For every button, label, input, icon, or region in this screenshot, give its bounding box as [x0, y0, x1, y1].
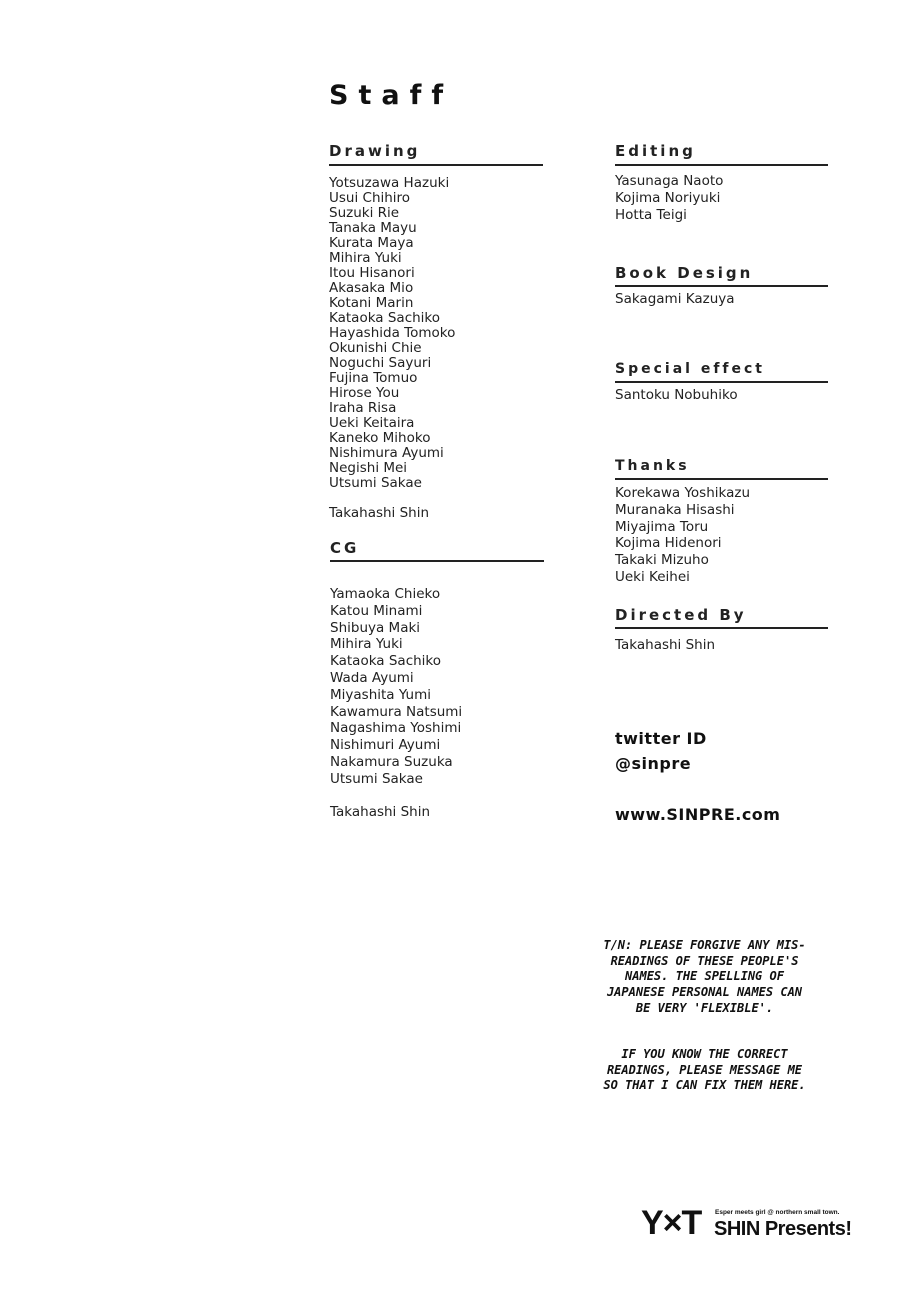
staff-name: Katou Minami [330, 602, 423, 619]
staff-name: Kojima Noriyuki [615, 189, 721, 206]
staff-name: Nakamura Suzuka [330, 753, 453, 770]
staff-name: Miyashita Yumi [330, 686, 432, 703]
tn-note-paragraph-2: IF YOU KNOW THE CORRECT READINGS, PLEASE MESSAGE ME SO THAT I CAN FIX THEM HERE. [603, 1047, 806, 1093]
special-effect-section [615, 360, 828, 404]
staff-name: Muranaka Hisashi [615, 501, 735, 518]
staff-name: Yotsuzawa Hazuki [329, 175, 450, 191]
drawing-heading: Drawing [329, 142, 421, 160]
cg-divider [330, 560, 544, 562]
staff-name: Nishimuri Ayumi [330, 737, 441, 754]
staff-name: Kaneko Mihoko [329, 430, 431, 446]
book-design-heading: Book Design [615, 264, 754, 282]
editing-name-list [615, 173, 828, 223]
thanks-divider [615, 478, 828, 480]
directed-by-divider [615, 627, 828, 629]
staff-name: Utsumi Sakae [330, 770, 423, 787]
drawing-section [329, 142, 543, 521]
staff-name: Hayashida Tomoko [329, 325, 456, 341]
drawing-lead-name: Takahashi Shin [329, 505, 430, 521]
staff-name: Itou Hisanori [329, 265, 415, 281]
staff-name: Ueki Keitaira [329, 415, 415, 431]
staff-name: Miyajima Toru [615, 518, 709, 535]
staff-name: Yamaoka Chieko [330, 586, 441, 602]
book-design-name-list [615, 291, 828, 308]
editing-heading: Editing [615, 142, 696, 160]
staff-name: Shibuya Maki [330, 619, 421, 636]
staff-name: Kataoka Sachiko [329, 310, 441, 326]
editing-divider [615, 164, 828, 166]
staff-name: Noguchi Sayuri [329, 355, 432, 371]
staff-name: Suzuki Rie [329, 205, 400, 221]
staff-name: Korekawa Yoshikazu [615, 485, 751, 501]
drawing-name-list [329, 176, 543, 491]
staff-name: Santoku Nobuhiko [615, 387, 738, 403]
special-effect-divider [615, 381, 828, 383]
twitter-label: twitter ID [615, 729, 707, 748]
staff-name: Kotani Marin [329, 295, 414, 311]
tn-note-paragraph-1: T/N: PLEASE FORGIVE ANY MIS-READINGS OF THESE PEOPLE'S NAMES. THE SPELLING OF JAPANESE PERSONAL NAMES CAN BE VERY 'FLEXIBLE'. [603, 938, 806, 1015]
staff-name: Mihira Yuki [330, 636, 403, 653]
staff-name: Takahashi Shin [615, 637, 716, 653]
thanks-name-list [615, 485, 828, 586]
directed-by-heading: Directed By [615, 606, 747, 624]
staff-name: Yasunaga Naoto [615, 173, 724, 189]
directed-by-name-list [615, 637, 828, 654]
staff-name: Hirose You [329, 385, 400, 401]
staff-name: Kataoka Sachiko [330, 653, 442, 670]
staff-name: Kurata Maya [329, 235, 414, 251]
thanks-section [615, 457, 828, 586]
staff-name: Usui Chihiro [329, 190, 411, 206]
staff-name: Hotta Teigi [615, 206, 687, 223]
cg-lead-name: Takahashi Shin [330, 804, 431, 820]
staff-name: Nishimura Ayumi [329, 445, 444, 461]
yt-logo-text: Y×T [641, 1204, 702, 1242]
special-effect-heading: Special effect [615, 361, 765, 377]
cg-heading: CG [330, 539, 360, 557]
editing-section [615, 142, 828, 223]
staff-name: Wada Ayumi [330, 669, 414, 686]
staff-name: Ueki Keihei [615, 568, 690, 585]
cg-section [330, 539, 544, 562]
cg-name-list [330, 586, 462, 788]
logo-tagline: Esper meets girl @ northern small town. [715, 1209, 840, 1216]
staff-name: Okunishi Chie [329, 340, 422, 356]
staff-name: Fujina Tomuo [329, 370, 418, 386]
staff-name: Negishi Mei [329, 460, 408, 476]
staff-name: Mihira Yuki [329, 250, 402, 266]
yt-logo [641, 1205, 701, 1241]
twitter-handle[interactable]: @sinpre [615, 754, 692, 773]
drawing-divider [329, 164, 543, 166]
staff-name: Akasaka Mio [329, 280, 414, 296]
staff-name: Sakagami Kazuya [615, 291, 735, 307]
book-design-section [615, 264, 828, 308]
shin-presents-text: SHIN Presents! [714, 1218, 852, 1240]
staff-name: Utsumi Sakae [329, 475, 422, 491]
book-design-divider [615, 285, 828, 287]
page-title: Staff [329, 80, 454, 111]
staff-name: Kawamura Natsumi [330, 703, 463, 720]
staff-name: Iraha Risa [329, 400, 397, 416]
staff-name: Kojima Hidenori [615, 535, 722, 552]
staff-name: Takaki Mizuho [615, 552, 709, 569]
directed-by-section [615, 606, 828, 654]
staff-name: Tanaka Mayu [329, 220, 417, 236]
special-effect-name-list [615, 387, 828, 404]
staff-name: Nagashima Yoshimi [330, 720, 462, 737]
thanks-heading: Thanks [615, 458, 690, 474]
website-link[interactable]: www.SINPRE.com [615, 805, 781, 824]
